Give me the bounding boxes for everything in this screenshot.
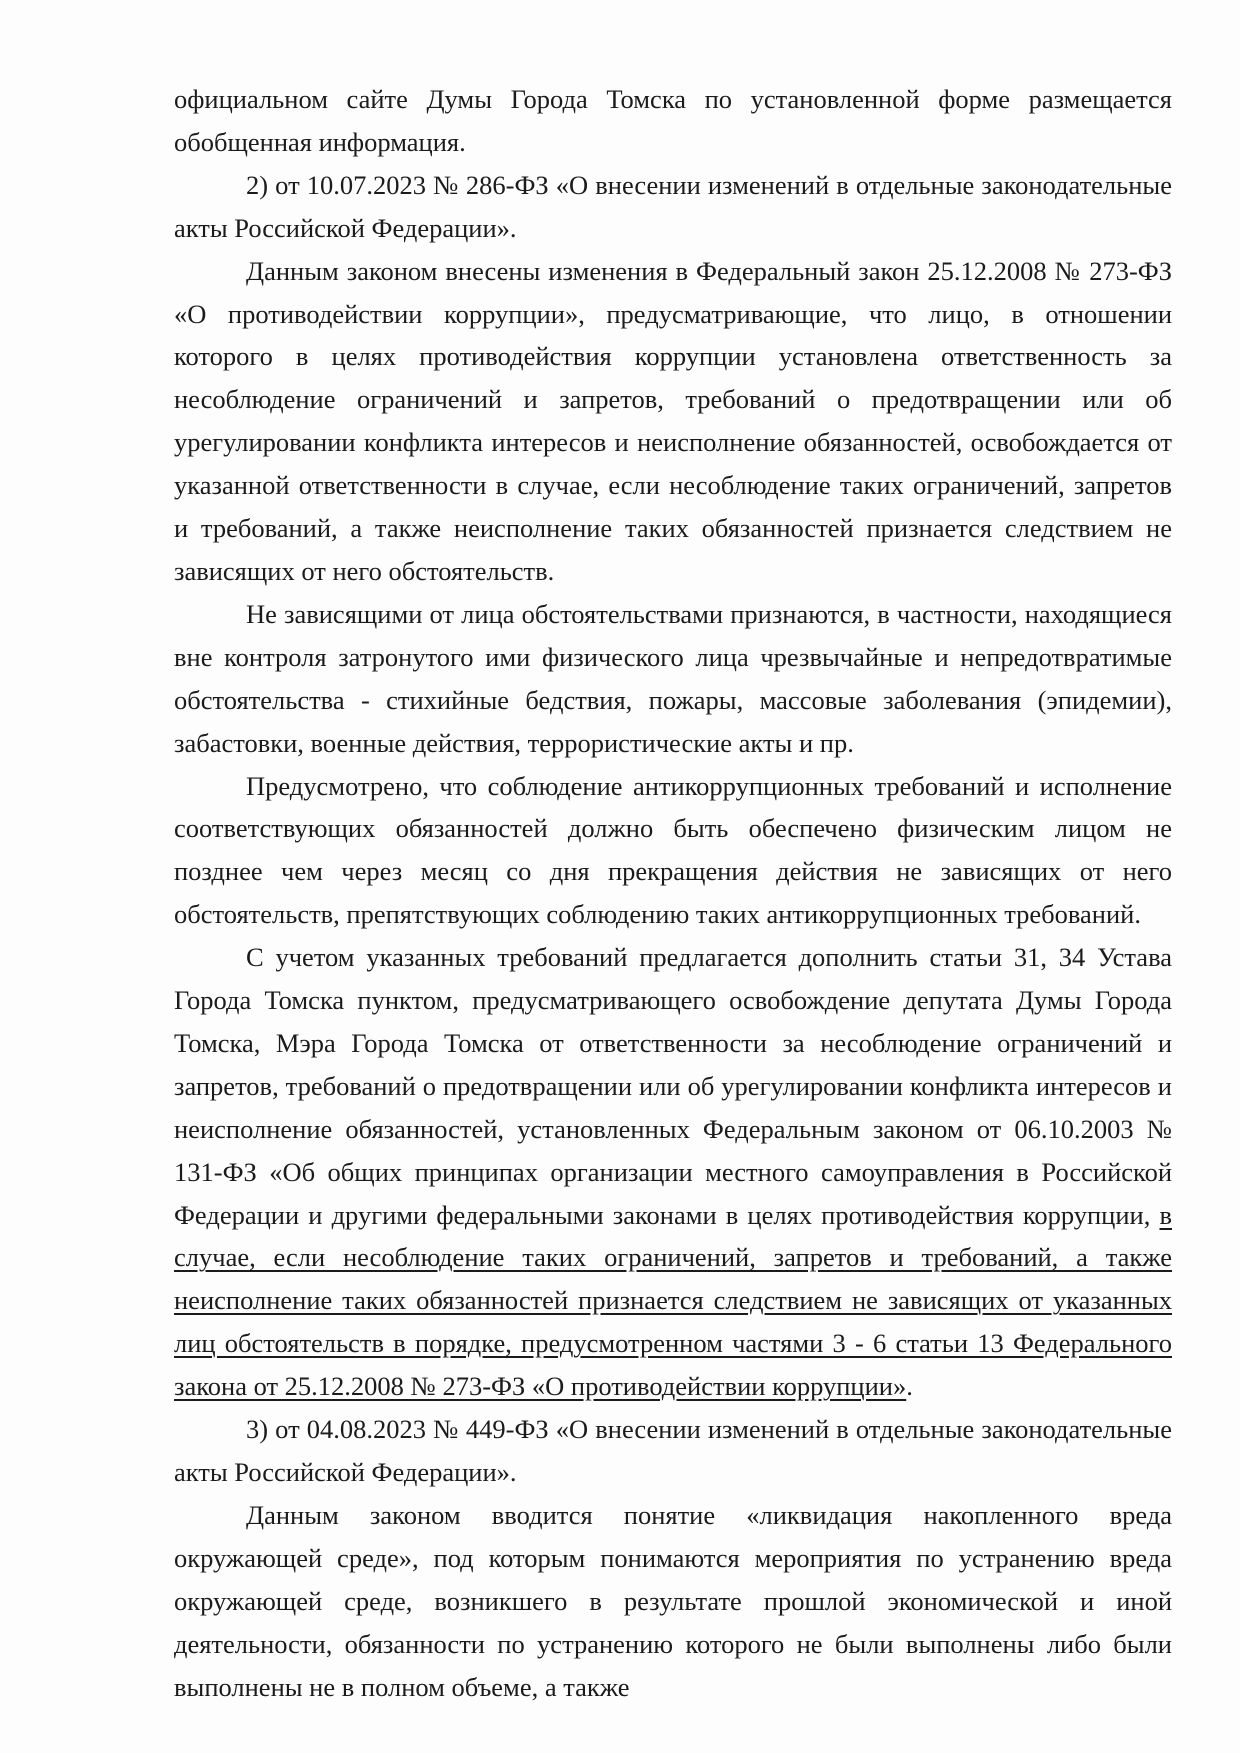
paragraph-charter-amendment <box>174 936 1172 1408</box>
charter-amendment-text: С учетом указанных требований предлагается дополнить статьи 31, 34 Устава Города Томска пунктом, предусматривающего освобождение депутата Думы Города Томска, Мэра Города Томска от ответственности за несоблюдение ограничений и запретов, требований о предотвращении или об урегулировании конфликта интересов и неисполнение обязанностей, установленных Федеральным законом от 06.10.2003 № 131-ФЗ «Об общих принципах организации местного самоуправления в Российской Федерации и другими федеральными законами в целях противодействия коррупции, <box>174 942 1172 1230</box>
paragraph-law-286-description: Данным законом внесены изменения в Федеральный закон 25.12.2008 № 273-ФЗ «О противодействии коррупции», предусматривающие, что лицо, в отношении которого в целях противодействия коррупции установлена ответственность за несоблюдение ограничений и запретов, требований о предотвращении или об урегулировании конфликта интересов и неисполнение обязанностей, освобождается от указанной ответственности в случае, если несоблюдение таких ограничений, запретов и требований, а также неисполнение таких обязанностей признается следствием не зависящих от него обстоятельств. <box>174 255 1172 586</box>
document-body <box>174 78 1172 1708</box>
paragraph-info-continuation: официальном сайте Думы Города Томска по установленной форме размещается обобщенная информация. <box>174 84 1172 157</box>
paragraph-compliance-deadline: Предусмотрено, что соблюдение антикоррупционных требований и исполнение соответствующих обязанностей должно быть обеспечено физическим лицом не позднее чем через месяц со дня прекращения действия не зависящих от него обстоятельств, препятствующих соблюдению таких антикоррупционных требований. <box>174 770 1172 930</box>
paragraph-circumstances: Не зависящими от лица обстоятельствами признаются, в частности, находящиеся вне контроля затронутого ими физического лица чрезвычайные и непредотвратимые обстоятельства - стихийные бедствия, пожары, массовые заболевания (эпидемии), забастовки, военные действия, террористические акты и пр. <box>174 598 1172 758</box>
charter-amendment-end: . <box>906 1371 913 1402</box>
underlined-clause: в случае, если несоблюдение таких ограничений, запретов и требований, а также неисполнение таких обязанностей признается следствием не зависящих от указанных лиц обстоятельств в порядке, предусмотренном частями 3 - 6 статьи 13 Федерального закона от 25.12.2008 № 273-ФЗ «О противодействии коррупции» <box>174 1199 1172 1402</box>
paragraph-law-449: 3) от 04.08.2023 № 449-ФЗ «О внесении изменений в отдельные законодательные акты Российской Федерации». <box>174 1414 1172 1487</box>
paragraph-law-449-description: Данным законом вводится понятие «ликвидация накопленного вреда окружающей среде», под которым понимаются мероприятия по устранению вреда окружающей среде, возникшего в результате прошлой экономической и иной деятельности, обязанности по устранению которого не были выполнены либо были выполнены не в полном объеме, а также <box>174 1499 1172 1702</box>
paragraph-law-286: 2) от 10.07.2023 № 286-ФЗ «О внесении изменений в отдельные законодательные акты Российской Федерации». <box>174 169 1172 243</box>
